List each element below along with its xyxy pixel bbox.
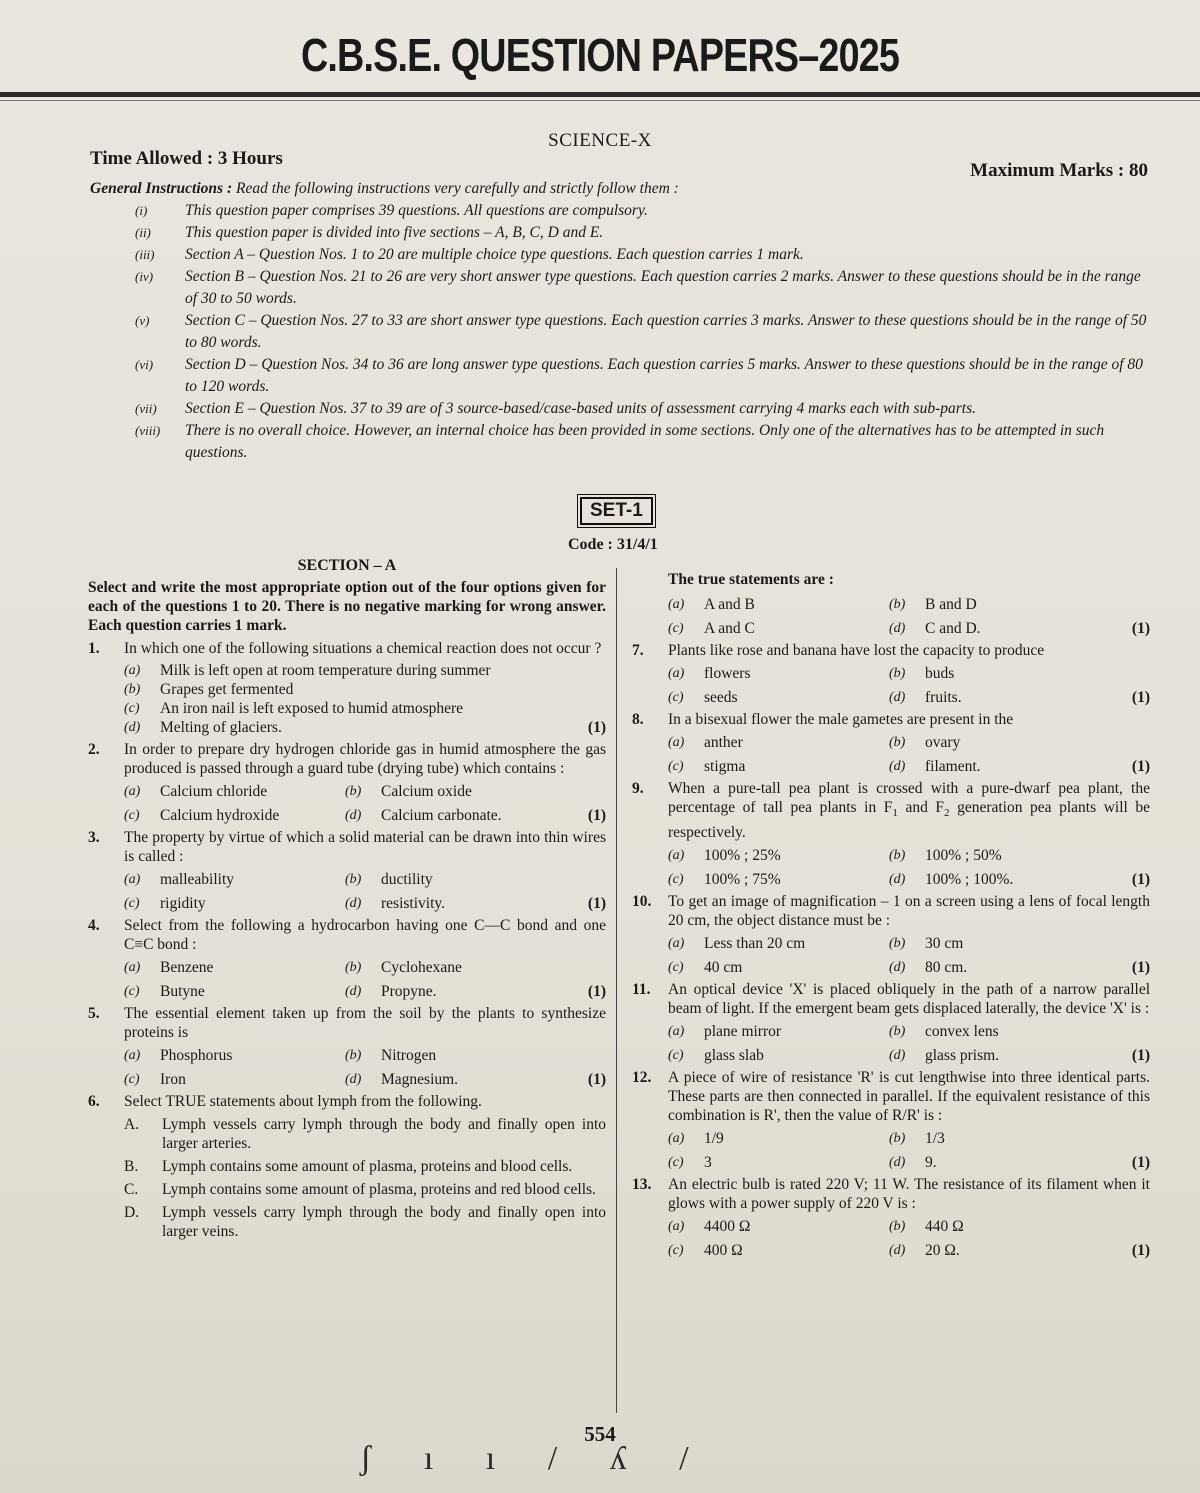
question-4 (88, 916, 606, 1001)
option-b: (b) 30 cm (889, 935, 964, 953)
option-c: (c) A and C (668, 620, 755, 637)
mark: (1) (1131, 689, 1150, 706)
option-c: (c) 100% ; 75% (668, 871, 781, 889)
instruction-text: This question paper is divided into five sections – A, B, C, D and E. (185, 224, 604, 241)
right-column (632, 570, 1150, 1260)
left-column (88, 556, 606, 1241)
question-number: 1. (88, 640, 100, 657)
mark: (1) (1131, 1242, 1150, 1260)
statement: C. Lymph contains some amount of plasma, proteins and red blood cells. (124, 1181, 596, 1198)
statement: D. Lymph vessels carry lymph through the body and finally open into larger veins. (124, 1204, 606, 1240)
question-text: In order to prepare dry hydrogen chloride gas in humid atmosphere the gas produced is passed through a guard tube (drying tube) which contains : (124, 741, 606, 777)
instructions-heading (90, 180, 679, 198)
option-b: (b) Grapes get fermented (124, 681, 294, 698)
instruction-number: (vi) (135, 357, 154, 372)
instruction-number: (ii) (135, 225, 151, 240)
option-d: (d) fruits. (889, 689, 962, 706)
question-12 (632, 1068, 1150, 1172)
option-a: (a) 4400 Ω (668, 1218, 751, 1236)
instruction-text: Section B – Question Nos. 21 to 26 are very short answer type questions. Each question carries 2 marks. Answer to these questions should be in the range of 30 to 50 words. (185, 268, 1141, 307)
question-text: An optical device 'X' is placed obliquely in the path of a narrow parallel beam of light. If the emergent beam gets displaced laterally, the device 'X' is : (668, 981, 1150, 1018)
mark: (1) (587, 719, 606, 736)
instruction-item (135, 222, 1155, 244)
subject-title: SCIENCE-X (548, 130, 652, 151)
option-b: (b) convex lens (889, 1023, 999, 1041)
book-title: C.B.S.E. QUESTION PAPERS–2025 (300, 29, 900, 81)
question-text: When a pure-tall pea plant is crossed with a pure-dwarf pea plant, the percentage of tall pea plants in $F_1$ and $F_2$ generation pea plants will be respectively. (668, 780, 1150, 842)
question-number: 2. (88, 741, 100, 758)
option-b: (b) Nitrogen (345, 1047, 437, 1064)
option-d: (d) Melting of glaciers. (1) (124, 719, 606, 736)
statement: B. Lymph contains some amount of plasma, proteins and blood cells. (124, 1158, 573, 1175)
statement: A. Lymph vessels carry lymph through the body and finally open into larger arteries. (124, 1116, 606, 1152)
question-3 (88, 828, 606, 913)
option-a: (a) A and B (668, 596, 755, 613)
option-d: (d) C and D. (889, 620, 981, 637)
question-text: The property by virtue of which a solid material can be drawn into thin wires is called : (124, 829, 606, 865)
option-d: (d) 9. (889, 1154, 937, 1172)
instruction-item (135, 354, 1155, 398)
question-text: In a bisexual flower the male gametes are present in the (668, 711, 1014, 728)
question-number: 10. (632, 893, 652, 911)
instruction-item (135, 200, 1155, 222)
option-b: (b) Cyclohexane (345, 959, 462, 976)
option-a: (a) 1/9 (668, 1130, 724, 1148)
mark: (1) (587, 895, 606, 912)
question-text: To get an image of magnification – 1 on a screen using a lens of focal length 20 cm, the object distance must be : (668, 893, 1150, 930)
header-rule (0, 92, 1200, 97)
option-d: (d) 80 cm. (889, 959, 968, 977)
section-title: SECTION – A (297, 557, 397, 574)
question-13 (632, 1175, 1150, 1260)
question-number: 5. (88, 1005, 100, 1022)
instruction-item (135, 310, 1155, 354)
instruction-item (135, 266, 1155, 310)
option-c: (c) An iron nail is left exposed to humid atmosphere (124, 700, 464, 717)
option-c: (c) 40 cm (668, 959, 743, 977)
instruction-number: (iii) (135, 247, 155, 262)
question-11 (632, 980, 1150, 1065)
section-instruction: Select and write the most appropriate option out of the four options given for each of the questions 1 to 20. There is no negative marking for wrong answer. Each question carries 1 mark. (88, 579, 606, 634)
option-b: (b) 100% ; 50% (889, 847, 1002, 865)
question-number: 9. (632, 780, 644, 797)
mark: (1) (1131, 959, 1150, 977)
option-a: (a) anther (668, 734, 743, 751)
mark: (1) (1131, 1154, 1150, 1172)
instructions-heading-label: General Instructions : (90, 180, 233, 197)
mark: (1) (1131, 871, 1150, 889)
question-text: A piece of wire of resistance 'R' is cut lengthwise into three identical parts. These parts are then connected in parallel. If the equivalent resistance of this combination is R', then the value of R/R' is : (668, 1069, 1150, 1125)
column-divider (616, 568, 617, 1413)
instruction-text: Section D – Question Nos. 34 to 36 are long answer type questions. Each question carries 5 marks. Answer to these questions should be in the range of 80 to 120 words. (185, 356, 1143, 395)
instruction-item (135, 398, 1155, 420)
mark: (1) (1131, 758, 1150, 775)
option-a: (a) Benzene (124, 959, 214, 976)
option-b: (b) Calcium oxide (345, 783, 472, 800)
time-allowed: Time Allowed : 3 Hours (90, 148, 283, 169)
option-d: (d) 100% ; 100%. (889, 871, 1014, 889)
option-a: (a) plane mirror (668, 1023, 782, 1041)
handwritten-scribble: ʃ ı ı / ʎ / (360, 1440, 711, 1477)
option-a: (a) Milk is left open at room temperature during summer (124, 662, 491, 679)
instruction-item (135, 420, 1155, 464)
question-5 (88, 1004, 606, 1089)
option-d: (d) filament. (889, 758, 981, 775)
option-b: (b) ovary (889, 734, 961, 751)
question-lead: The true statements are : (668, 571, 834, 588)
mark: (1) (1131, 1047, 1150, 1065)
question-text: An electric bulb is rated 220 V; 11 W. The resistance of its filament when it glows with a power supply of 220 V is : (668, 1176, 1150, 1213)
question-text: Select from the following a hydrocarbon having one C—C bond and one C≡C bond : (124, 917, 606, 953)
question-number: 12. (632, 1069, 652, 1087)
question-number: 11. (632, 981, 651, 999)
question-number: 3. (88, 829, 100, 846)
option-d: (d) resistivity. (345, 895, 446, 912)
option-c: (c) Butyne (124, 983, 205, 1000)
option-b: (b) buds (889, 665, 955, 682)
question-1 (88, 639, 606, 737)
instructions-heading-text: Read the following instructions very carefully and strictly follow them : (236, 180, 679, 197)
option-a: (a) flowers (668, 665, 751, 682)
question-6 (88, 1092, 606, 1241)
question-number: 13. (632, 1176, 652, 1194)
question-8 (632, 710, 1150, 776)
maximum-marks: Maximum Marks : 80 (970, 160, 1148, 181)
option-c: (c) 3 (668, 1154, 712, 1172)
option-c: (c) Calcium hydroxide (124, 807, 280, 824)
option-a: (a) Less than 20 cm (668, 935, 806, 953)
option-a: (a) malleability (124, 871, 235, 888)
mark: (1) (587, 983, 606, 1000)
question-number: 6. (88, 1093, 100, 1110)
option-a: (a) 100% ; 25% (668, 847, 781, 865)
header-rule-thin (0, 100, 1200, 101)
instruction-number: (v) (135, 313, 150, 328)
question-number: 7. (632, 642, 644, 659)
question-text: Plants like rose and banana have lost the capacity to produce (668, 642, 1045, 659)
option-a: (a) Calcium chloride (124, 783, 268, 800)
option-d: (d) Propyne. (345, 983, 437, 1000)
mark: (1) (587, 807, 606, 824)
option-d: (d) Calcium carbonate. (345, 807, 502, 824)
option-d: (d) Magnesium. (345, 1071, 459, 1088)
option-d: (d) 20 Ω. (889, 1242, 960, 1260)
question-6-continued (632, 570, 1150, 638)
instruction-number: (iv) (135, 269, 154, 284)
instruction-item (135, 244, 1155, 266)
option-b: (b) ductility (345, 871, 433, 888)
question-7 (632, 641, 1150, 707)
option-c: (c) seeds (668, 689, 738, 706)
option-b: (b) B and D (889, 596, 977, 613)
instruction-number: (vii) (135, 401, 157, 416)
option-c: (c) glass slab (668, 1047, 764, 1065)
question-text: Select TRUE statements about lymph from the following. (124, 1093, 482, 1110)
instruction-text: This question paper comprises 39 questions. All questions are compulsory. (185, 202, 648, 219)
question-10 (632, 892, 1150, 977)
mark: (1) (587, 1071, 606, 1088)
option-c: (c) rigidity (124, 895, 206, 912)
option-b: (b) 440 Ω (889, 1218, 964, 1236)
mark: (1) (1131, 620, 1150, 637)
question-text: In which one of the following situations a chemical reaction does not occur ? (124, 640, 602, 657)
option-c: (c) Iron (124, 1071, 186, 1088)
instruction-text: Section C – Question Nos. 27 to 33 are short answer type questions. Each question carries 3 marks. Answer to these questions should be in the range of 50 to 80 words. (185, 312, 1147, 351)
question-text: The essential element taken up from the soil by the plants to synthesize proteins is (124, 1005, 606, 1041)
set-label: SET-1 (580, 497, 653, 525)
option-d: (d) glass prism. (889, 1047, 1000, 1065)
option-c: (c) stigma (668, 758, 746, 775)
question-2 (88, 740, 606, 825)
option-b: (b) 1/3 (889, 1130, 945, 1148)
instruction-text: Section A – Question Nos. 1 to 20 are multiple choice type questions. Each question carries 1 mark. (185, 246, 804, 263)
instruction-number: (i) (135, 203, 148, 218)
paper-code: Code : 31/4/1 (568, 536, 658, 553)
question-number: 4. (88, 917, 100, 934)
instruction-text: Section E – Question Nos. 37 to 39 are of 3 source-based/case-based units of assessment carrying 4 marks each with sub-parts. (185, 400, 976, 417)
question-9 (632, 779, 1150, 889)
instruction-text: There is no overall choice. However, an internal choice has been provided in some sections. Only one of the alternatives has to be attempted in such questions. (185, 422, 1105, 461)
option-c: (c) 400 Ω (668, 1242, 743, 1260)
option-a: (a) Phosphorus (124, 1047, 233, 1064)
question-number: 8. (632, 711, 644, 728)
instruction-number: (viii) (135, 423, 161, 438)
page-number: 554 (584, 1422, 616, 1446)
instructions-list (135, 200, 1155, 464)
